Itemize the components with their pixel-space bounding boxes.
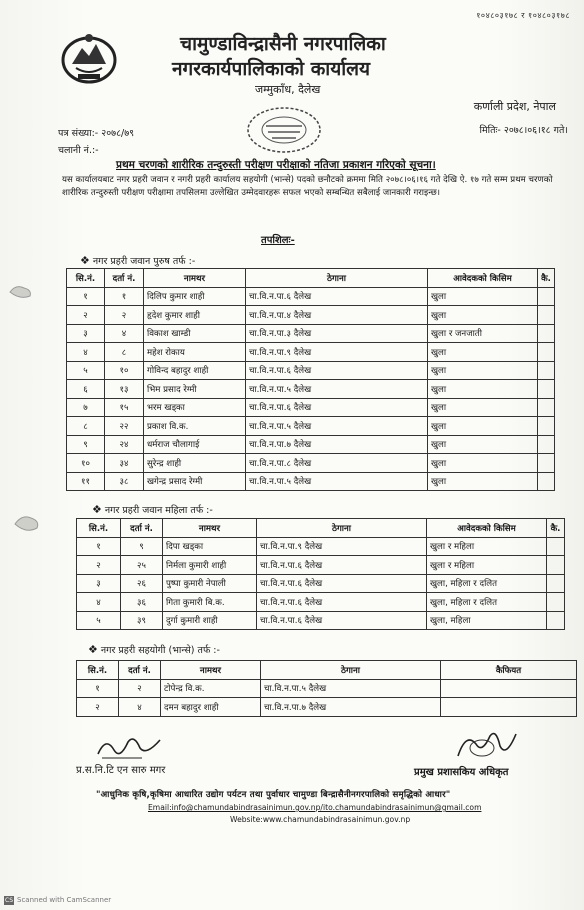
table-row bbox=[67, 454, 555, 473]
table-cell: दिलिप कुमार शाही bbox=[144, 287, 246, 306]
table-cell: चा.वि.न.पा.५ दैलेख bbox=[261, 679, 441, 698]
table-row bbox=[67, 380, 555, 399]
table-cell: २५ bbox=[121, 556, 163, 575]
table-row bbox=[67, 472, 555, 491]
table-cell bbox=[538, 398, 555, 417]
table-cell: ३ bbox=[67, 324, 105, 343]
table-cell: खुला bbox=[428, 380, 538, 399]
table-row bbox=[77, 556, 565, 575]
table-cell: चा.वि.न.पा.८ दैलेख bbox=[246, 454, 428, 473]
column-header: सि.नं. bbox=[77, 519, 121, 538]
column-header: कै. bbox=[547, 519, 565, 538]
table-cell: १० bbox=[67, 454, 105, 473]
table-cell bbox=[547, 537, 565, 556]
table-cell: खुला bbox=[428, 472, 538, 491]
table-cell: २ bbox=[77, 698, 119, 717]
table-cell bbox=[538, 306, 555, 325]
table-cell bbox=[441, 679, 577, 698]
office-stamp-icon bbox=[236, 100, 332, 156]
notice-subject: प्रथम चरणको शारीरिक तन्दुरुस्ती परीक्षण परीक्षाको नतिजा प्रकाशन गरिएको सूचना। bbox=[116, 159, 436, 171]
table-cell bbox=[547, 611, 565, 630]
table-cell bbox=[538, 435, 555, 454]
table-cell bbox=[547, 556, 565, 575]
table-cell bbox=[538, 454, 555, 473]
section-heading-male bbox=[80, 254, 195, 267]
table-cell: १ bbox=[77, 537, 121, 556]
table-cell bbox=[538, 361, 555, 380]
column-header: ठेगाना bbox=[257, 519, 427, 538]
table-cell: १ bbox=[77, 679, 119, 698]
section-heading-text: नगर प्रहरी जवान महिला तर्फ :- bbox=[104, 505, 213, 516]
table-cell: महेश रोकाय bbox=[144, 343, 246, 362]
table-cell: निर्मला कुमारी शाही bbox=[163, 556, 257, 575]
table-cell: ९ bbox=[121, 537, 163, 556]
table-cell: ४ bbox=[77, 593, 121, 612]
diamond-bullet-icon: ❖ bbox=[92, 503, 102, 516]
table-cell: १ bbox=[105, 287, 144, 306]
table-cell: ३६ bbox=[121, 593, 163, 612]
table-cell: १ bbox=[67, 287, 105, 306]
province-label: कर्णाली प्रदेश, नेपाल bbox=[473, 100, 556, 113]
table-row bbox=[67, 306, 555, 325]
table-cell: दिपा खड्का bbox=[163, 537, 257, 556]
table-cell: खुला bbox=[428, 306, 538, 325]
table-cell: खुला, महिला bbox=[427, 611, 547, 630]
table-cell: २ bbox=[67, 306, 105, 325]
table-row bbox=[67, 435, 555, 454]
nepal-emblem-icon bbox=[58, 28, 120, 86]
table-cell: पुष्पा कुमारी नेपाली bbox=[163, 574, 257, 593]
table-cell: चा.वि.न.पा.६ दैलेख bbox=[257, 611, 427, 630]
municipality-title: चामुण्डाविन्द्रासैनी नगरपालिका bbox=[180, 33, 386, 55]
column-header: नामथर bbox=[144, 269, 246, 288]
column-header: दर्ता नं. bbox=[121, 519, 163, 538]
camscanner-logo-icon: CS bbox=[5, 897, 13, 904]
footer-tagline: "आधुनिक कृषि,कृषिमा आधारित उद्योग पर्यटन तथा पुर्वाधार चामुण्डा बिन्द्रासैनीनगरपालिको समृद्धिको आधार" bbox=[96, 790, 451, 800]
table-row bbox=[77, 593, 565, 612]
table-cell: खुला bbox=[428, 454, 538, 473]
table-cell: चा.वि.न.पा.६ दैलेख bbox=[246, 398, 428, 417]
table-row bbox=[67, 324, 555, 343]
table-row bbox=[77, 698, 577, 717]
punch-hole-icon bbox=[8, 282, 34, 300]
table-cell: खुला bbox=[428, 361, 538, 380]
table-row bbox=[67, 343, 555, 362]
column-header: दर्ता नं. bbox=[119, 661, 161, 680]
table-cell: १० bbox=[105, 361, 144, 380]
section-heading-text: नगर प्रहरी जवान पुरुष तर्फ :- bbox=[92, 256, 196, 267]
table-cell: ८ bbox=[67, 417, 105, 436]
table-cell: भिम प्रसाद रेग्मी bbox=[144, 380, 246, 399]
table-cell: गिता कुमारी बि.क. bbox=[163, 593, 257, 612]
section-heading-helper bbox=[88, 643, 220, 656]
table-cell: सुरेन्द्र शाही bbox=[144, 454, 246, 473]
table-row bbox=[67, 417, 555, 436]
scanner-label: Scanned with CamScanner bbox=[17, 896, 112, 904]
table-cell: भरम खड्का bbox=[144, 398, 246, 417]
table-cell: ६ bbox=[67, 380, 105, 399]
table-cell: चा.वि.न.पा.९ दैलेख bbox=[246, 343, 428, 362]
column-header: सि.नं. bbox=[77, 661, 119, 680]
dispatch-number: चलानी नं.:- bbox=[58, 145, 99, 156]
table-cell: ७ bbox=[67, 398, 105, 417]
table-cell bbox=[441, 698, 577, 717]
table-cell: २ bbox=[105, 306, 144, 325]
table-cell: खुला र महिला bbox=[427, 556, 547, 575]
table-cell: खुला bbox=[428, 287, 538, 306]
column-header: आवेदकको किसिम bbox=[428, 269, 538, 288]
table-cell: खुला, महिला र दलित bbox=[427, 593, 547, 612]
details-label: तपशिलः- bbox=[261, 235, 295, 246]
table-cell: चा.वि.न.पा.६ दैलेख bbox=[257, 593, 427, 612]
table-header-row bbox=[77, 519, 565, 538]
table-cell: ३ bbox=[77, 574, 121, 593]
table-cell: चा.वि.न.पा.६ दैलेख bbox=[246, 287, 428, 306]
table-row bbox=[77, 611, 565, 630]
right-signatory: प्रमुख प्रशासकिय अधिकृत bbox=[414, 767, 509, 778]
column-header: कै. bbox=[538, 269, 555, 288]
table-cell: हृदेश कुमार शाही bbox=[144, 306, 246, 325]
table-cell: ५ bbox=[77, 611, 121, 630]
table-cell: चा.वि.न.पा.५ दैलेख bbox=[246, 417, 428, 436]
reference-number: पत्र संख्या:- २०७८/७९ bbox=[58, 128, 135, 139]
table-cell: प्रकाश वि.क. bbox=[144, 417, 246, 436]
table-cell: खुला bbox=[428, 435, 538, 454]
table-cell: ११ bbox=[67, 472, 105, 491]
table-cell: ५ bbox=[67, 361, 105, 380]
notice-body: यस कार्यालयबाट नगर प्रहरी जवान र नगरी प्रहरी कार्यालय सहयोगी (भान्से) पदको छनौटको क्रममा मिति २०७८।०६।१६ गते देखि ऐ. १७ गते सम्म प्रथम चरणको शारीरिक तन्दुरुस्ती परीक्षण परीक्षामा तपसिलमा उल्लेखित उम्मेदवारहरू सफल भएको सम्बन्धित सबैलाई जानकारी गराइन्छ। bbox=[62, 175, 553, 198]
table-cell bbox=[538, 343, 555, 362]
scanner-watermark bbox=[4, 896, 111, 905]
column-header: नामथर bbox=[161, 661, 261, 680]
table-cell: चा.वि.न.पा.६ दैलेख bbox=[257, 574, 427, 593]
table-cell: चा.वि.न.पा.९ दैलेख bbox=[257, 537, 427, 556]
table-cell: १३ bbox=[105, 380, 144, 399]
table-cell: चा.वि.न.पा.६ दैलेख bbox=[246, 361, 428, 380]
diamond-bullet-icon: ❖ bbox=[80, 254, 90, 267]
footer-email: Email:info@chamundabindrasainimun.gov.np/ito.chamundabindrasainimun@gmail.com bbox=[148, 803, 482, 812]
table-row bbox=[67, 361, 555, 380]
table-cell: ३४ bbox=[105, 454, 144, 473]
column-header: आवेदकको किसिम bbox=[427, 519, 547, 538]
table-cell bbox=[538, 472, 555, 491]
table-cell: खुला bbox=[428, 398, 538, 417]
section-heading-female bbox=[92, 503, 213, 516]
table-cell bbox=[547, 593, 565, 612]
table-cell: दुर्गा कुमारी शाही bbox=[163, 611, 257, 630]
table-row bbox=[77, 537, 565, 556]
table-cell: चा.वि.न.पा.४ दैलेख bbox=[246, 306, 428, 325]
table-cell: चा.वि.न.पा.५ दैलेख bbox=[246, 380, 428, 399]
table-row bbox=[67, 287, 555, 306]
table-cell: गोविन्द बहादुर शाही bbox=[144, 361, 246, 380]
table-cell: २२ bbox=[105, 417, 144, 436]
table-cell bbox=[538, 324, 555, 343]
signature-left-icon bbox=[94, 732, 164, 762]
table-cell: चा.वि.न.पा.७ दैलेख bbox=[246, 435, 428, 454]
table-cell: २ bbox=[119, 679, 161, 698]
office-address: जम्मुकाँध, दैलेख bbox=[255, 83, 321, 96]
diamond-bullet-icon: ❖ bbox=[88, 643, 98, 656]
table-cell: विकाश खाम्डी bbox=[144, 324, 246, 343]
punch-hole-icon bbox=[12, 512, 42, 534]
table-cell: खुला र जनजाती bbox=[428, 324, 538, 343]
table-cell: खुला bbox=[428, 343, 538, 362]
table-cell: २ bbox=[77, 556, 121, 575]
table-cell bbox=[538, 417, 555, 436]
table-male-candidates bbox=[66, 268, 555, 491]
table-cell: खगेन्द्र प्रसाद रेग्मी bbox=[144, 472, 246, 491]
table-cell: खुला, महिला र दलित bbox=[427, 574, 547, 593]
table-row bbox=[77, 679, 577, 698]
column-header: सि.नं. bbox=[67, 269, 105, 288]
table-cell: टोपेन्द्र वि.क. bbox=[161, 679, 261, 698]
table-cell: २६ bbox=[121, 574, 163, 593]
table-cell: चा.वि.न.पा.५ दैलेख bbox=[246, 472, 428, 491]
table-helper-candidates bbox=[76, 660, 577, 717]
table-cell: दमन बहादुर शाही bbox=[161, 698, 261, 717]
top-code: १०४८०३१७८ र १०४८०३१७८ bbox=[476, 11, 570, 20]
table-cell: खुला bbox=[428, 417, 538, 436]
table-cell: ३९ bbox=[121, 611, 163, 630]
table-header-row bbox=[67, 269, 555, 288]
table-cell: २४ bbox=[105, 435, 144, 454]
section-heading-text: नगर प्रहरी सहयोगी (भान्से) तर्फ :- bbox=[100, 645, 220, 656]
office-title: नगरकार्यपालिकाको कार्यालय bbox=[172, 58, 371, 80]
left-signatory: प्र.स.नि.टि एन सारु मगर bbox=[76, 765, 166, 776]
table-cell: ९ bbox=[67, 435, 105, 454]
table-cell: ८ bbox=[105, 343, 144, 362]
table-cell bbox=[538, 287, 555, 306]
column-header: ठेगाना bbox=[246, 269, 428, 288]
letter-date: मितिः- २०७८।०६।१८ गते। bbox=[479, 125, 568, 136]
table-female-candidates bbox=[76, 518, 565, 630]
signature-right-icon bbox=[452, 728, 522, 764]
column-header: नामथर bbox=[163, 519, 257, 538]
footer-website: Website:www.chamundabindrasainimun.gov.np bbox=[230, 815, 411, 824]
table-cell bbox=[538, 380, 555, 399]
table-cell: खुला र महिला bbox=[427, 537, 547, 556]
table-cell: ४ bbox=[119, 698, 161, 717]
table-row bbox=[77, 574, 565, 593]
table-cell bbox=[547, 574, 565, 593]
table-header-row bbox=[77, 661, 577, 680]
table-cell: चा.वि.न.पा.३ दैलेख bbox=[246, 324, 428, 343]
table-cell: चा.वि.न.पा.७ दैलेख bbox=[261, 698, 441, 717]
column-header: दर्ता नं. bbox=[105, 269, 144, 288]
table-cell: धर्मराज चौलागाई bbox=[144, 435, 246, 454]
column-header: कैफियत bbox=[441, 661, 577, 680]
table-cell: चा.वि.न.पा.६ दैलेख bbox=[257, 556, 427, 575]
column-header: ठेगाना bbox=[261, 661, 441, 680]
table-row bbox=[67, 398, 555, 417]
table-cell: ४ bbox=[105, 324, 144, 343]
table-cell: १५ bbox=[105, 398, 144, 417]
table-cell: ४ bbox=[67, 343, 105, 362]
table-cell: ३८ bbox=[105, 472, 144, 491]
